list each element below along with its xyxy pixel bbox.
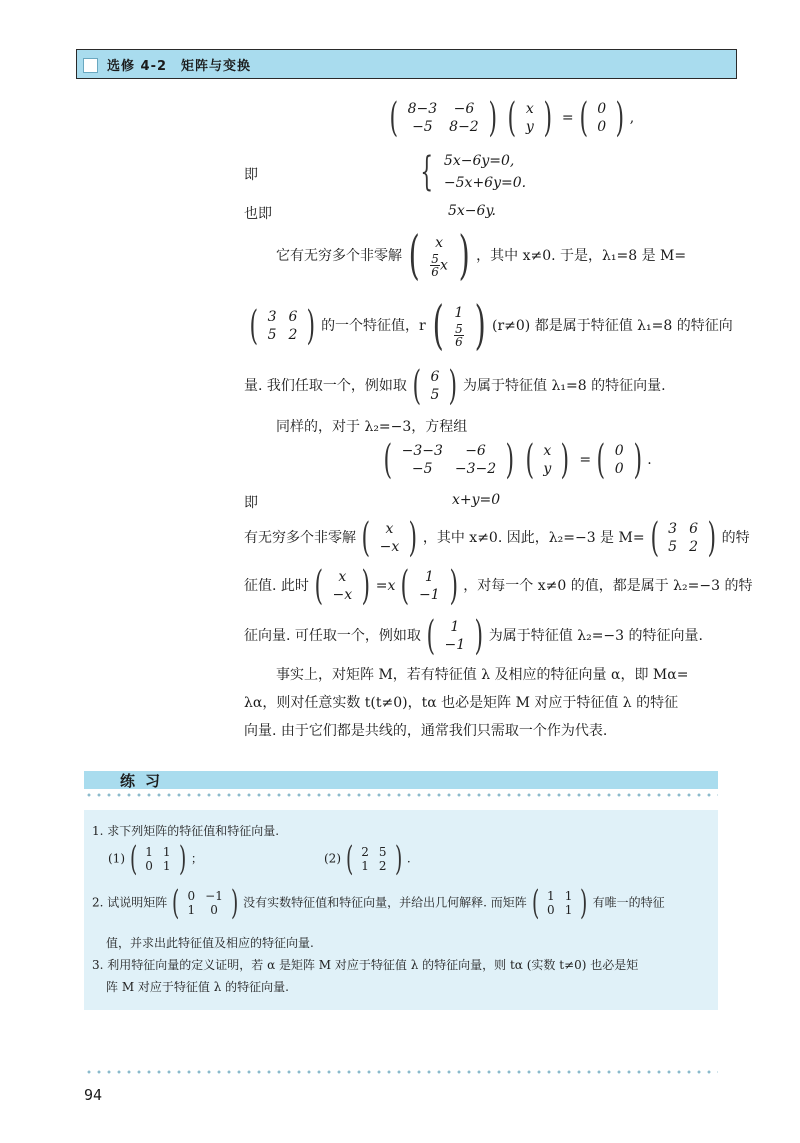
footer-dotted-divider: [84, 1070, 718, 1074]
exercise-q1a: (1) ( 1 1 0 1 ) ；: [108, 839, 203, 879]
exercise-q1b: (2) ( 2 5 1 2 ) .: [324, 839, 411, 879]
exercise-q3: 3. 利用特征向量的定义证明，若 α 是矩阵 M 对应于特征值 λ 的特征向量，则 tα (实数 t≠0) 也必是矩: [92, 958, 639, 972]
ji-label: 即: [244, 167, 258, 183]
para-7: 征向量. 可任取一个，例如取 ( 1 −1 ) 为属于特征值 λ₂=−3 的特征向量.: [244, 613, 703, 659]
exercise-box: [84, 810, 718, 1010]
eq-x-plus-y: x+y=0: [452, 492, 501, 508]
exercise-header: [84, 771, 718, 789]
exercise-q2: 2. 试说明矩阵 ( 0 −1 1 0 ) 没有实数特征值和特征向量，并给出几何解释. 而矩阵 ( 1 1 0 1 ) 有唯一的特征: [92, 883, 665, 923]
para-5: 有无穷多个非零解 ( x −x ) ，其中 x≠0. 因此，λ₂=−3 是 M= ( 3 6 5 2 ) 的特: [244, 515, 750, 561]
para-8-line-3: 向量. 由于它们都是共线的，通常我们只需取一个作为代表.: [244, 723, 608, 739]
dotted-divider: [84, 793, 718, 797]
exercise-q3-cont: 阵 M 对应于特征值 λ 的特征向量.: [106, 980, 289, 994]
exercise-q1: 1. 求下列矩阵的特征值和特征向量.: [92, 824, 280, 838]
chapter-title: 选修 4-2 矩阵与变换: [107, 59, 252, 74]
chapter-header: [76, 49, 737, 79]
exercise-q2-cont: 值，并求出此特征值及相应的特征向量.: [106, 936, 314, 950]
para-8-line-2: λα，则对任意实数 t(t≠0)，tα 也必是矩阵 M 对应于特征值 λ 的特征: [244, 695, 679, 711]
page-number: 94: [84, 1086, 103, 1104]
header-square-icon: [83, 58, 98, 73]
para-8-line-1: 事实上，对矩阵 M，若有特征值 λ 及相应的特征向量 α，即 Mα=: [276, 667, 689, 683]
para-2: ( 3 6 5 2 ) 的一个特征值，r ( 1 $\frac{5}{6}$ ) (r≠0) 都是属于特征值 λ₁=8 的特征向: [249, 296, 733, 356]
ji-label-2: 即: [244, 495, 258, 511]
system-1: { 5x−6y=0, −5x+6y=0.: [420, 149, 527, 195]
para-6: 征值. 此时 ( x −x ) =x ( 1 −1 ) ，对每一个 x≠0 的值，都是属于 λ₂=−3 的特: [244, 563, 753, 609]
yeji-label: 也即: [244, 206, 272, 222]
equation-2: ( −3−3 −6 −5 −3−2 ) ( x y ) = ( 0 0 ) .: [383, 437, 652, 483]
para-4: 同样的，对于 λ₂=−3，方程组: [276, 419, 468, 435]
exercise-title: 练习: [120, 772, 171, 790]
eq-5x-6y: 5x−6y.: [448, 203, 496, 219]
para-3: 量. 我们任取一个，例如取 ( 6 5 ) 为属于特征值 λ₁=8 的特征向量.: [244, 363, 666, 409]
equation-1: ( 8−3 −6 −5 8−2 ) ( x y ) = ( 0 0 ) ,: [389, 95, 635, 141]
para-1: 它有无穷多个非零解 ( x $\frac{5}{6}$ x ) ，其中 x≠0. 于是，λ₁=8 是 M=: [276, 226, 687, 286]
